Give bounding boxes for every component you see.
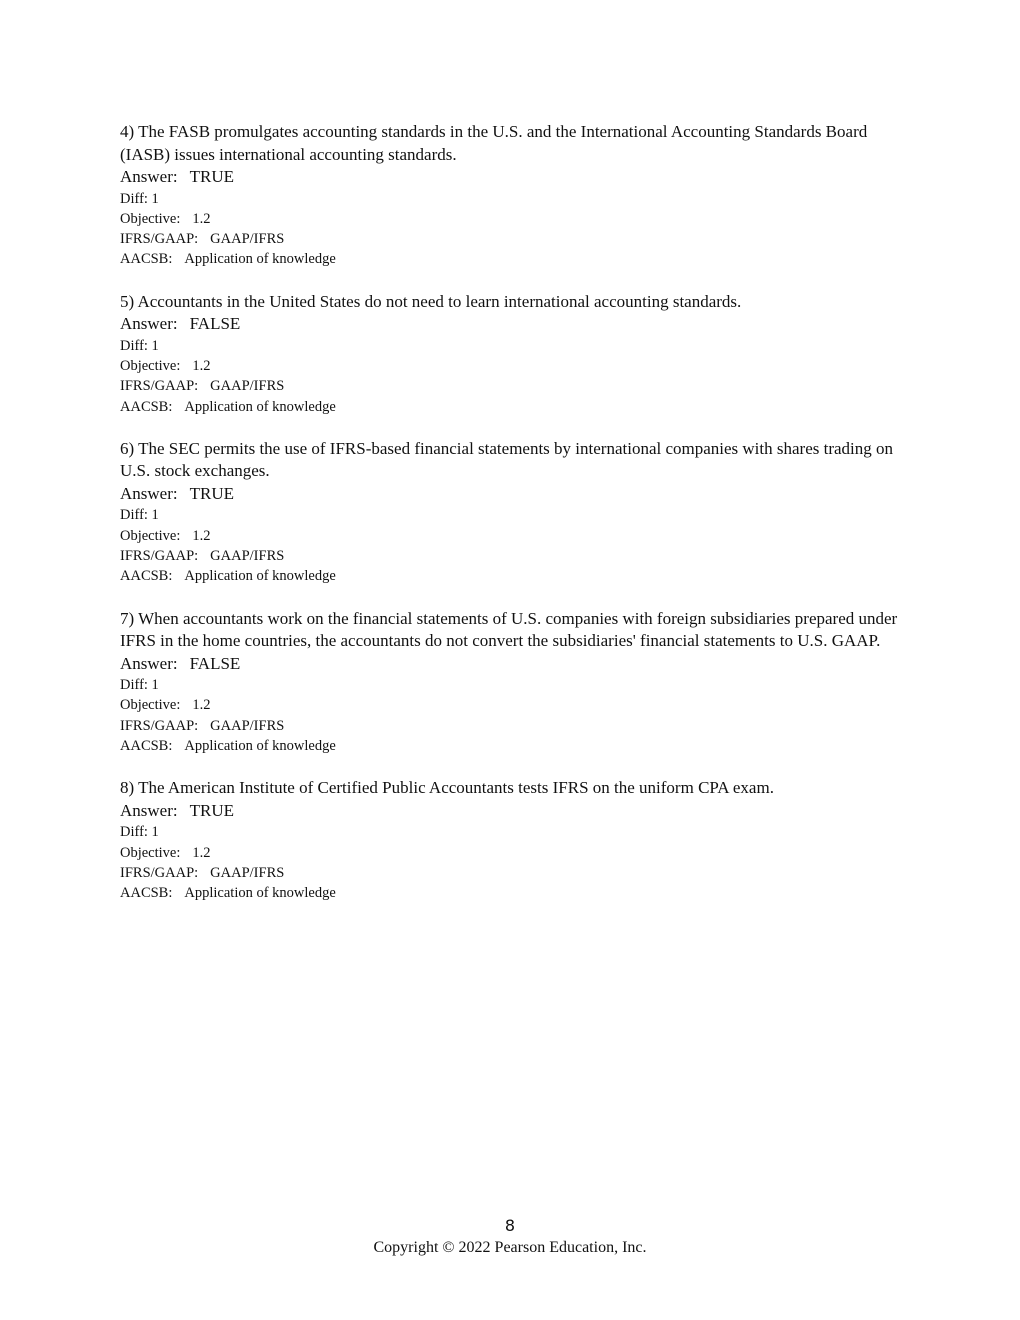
question-text: 5) Accountants in the United States do not need to learn international accounting standards. bbox=[120, 291, 742, 311]
aacsb-value: Application of knowledge bbox=[184, 568, 336, 585]
ifrs-gaap-line bbox=[120, 863, 900, 883]
answer-value: TRUE bbox=[189, 800, 234, 820]
difficulty-line: Diff: 1 bbox=[120, 190, 159, 207]
aacsb-value: Application of knowledge bbox=[184, 885, 336, 902]
answer-line bbox=[120, 166, 900, 189]
objective-label: Objective: bbox=[120, 844, 181, 861]
question-block bbox=[120, 777, 900, 903]
aacsb-value: Application of knowledge bbox=[184, 737, 336, 754]
answer-line bbox=[120, 653, 900, 676]
ifrs-gaap-label: IFRS/GAAP: bbox=[120, 864, 199, 881]
aacsb-value: Application of knowledge bbox=[184, 398, 336, 415]
answer-value: FALSE bbox=[189, 653, 241, 673]
question-block bbox=[120, 438, 900, 587]
difficulty-line: Diff: 1 bbox=[120, 677, 159, 694]
copyright-notice: Copyright © 2022 Pearson Education, Inc. bbox=[373, 1239, 647, 1256]
ifrs-gaap-line bbox=[120, 376, 900, 396]
aacsb-label: AACSB: bbox=[120, 737, 173, 754]
answer-value: TRUE bbox=[189, 167, 234, 186]
aacsb-line bbox=[120, 249, 900, 269]
answer-label: Answer: bbox=[120, 483, 178, 503]
question-block bbox=[120, 121, 900, 270]
answer-label: Answer: bbox=[120, 167, 178, 186]
answer-value: TRUE bbox=[189, 483, 234, 503]
objective-line bbox=[120, 843, 900, 863]
objective-label: Objective: bbox=[120, 357, 181, 374]
ifrs-gaap-line bbox=[120, 716, 900, 736]
objective-value: 1.2 bbox=[192, 210, 211, 227]
answer-label: Answer: bbox=[120, 800, 178, 820]
ifrs-gaap-label: IFRS/GAAP: bbox=[120, 717, 199, 734]
ifrs-gaap-label: IFRS/GAAP: bbox=[120, 378, 199, 395]
objective-value: 1.2 bbox=[192, 697, 211, 714]
objective-label: Objective: bbox=[120, 697, 181, 714]
ifrs-gaap-value: GAAP/IFRS bbox=[210, 547, 285, 564]
objective-value: 1.2 bbox=[192, 357, 211, 374]
answer-label: Answer: bbox=[120, 653, 178, 673]
difficulty-line: Diff: 1 bbox=[120, 824, 159, 841]
objective-line bbox=[120, 695, 900, 715]
answer-line bbox=[120, 483, 900, 506]
ifrs-gaap-line bbox=[120, 229, 900, 249]
answer-value: FALSE bbox=[189, 314, 241, 334]
ifrs-gaap-line bbox=[120, 546, 900, 566]
ifrs-gaap-label: IFRS/GAAP: bbox=[120, 547, 199, 564]
answer-line bbox=[120, 800, 900, 823]
answer-label: Answer: bbox=[120, 314, 178, 334]
question-block bbox=[120, 608, 900, 757]
difficulty-line: Diff: 1 bbox=[120, 337, 159, 354]
ifrs-gaap-label: IFRS/GAAP: bbox=[120, 231, 199, 248]
objective-label: Objective: bbox=[120, 527, 181, 544]
aacsb-value: Application of knowledge bbox=[184, 251, 336, 268]
question-text: 8) The American Institute of Certified Public Accountants tests IFRS on the uniform CPA exam. bbox=[120, 778, 774, 798]
question-block bbox=[120, 291, 900, 417]
aacsb-line bbox=[120, 566, 900, 586]
objective-label: Objective: bbox=[120, 210, 181, 227]
answer-line bbox=[120, 313, 900, 336]
aacsb-label: AACSB: bbox=[120, 398, 173, 415]
question-text: 7) When accountants work on the financial statements of U.S. companies with foreign subsidiaries prepared under IFRS in the home countries, the accountants do not convert the subsidiaries' financial statements to U.S. GAAP. bbox=[120, 608, 898, 651]
page-number: 8 bbox=[504, 1216, 516, 1235]
ifrs-gaap-value: GAAP/IFRS bbox=[210, 864, 285, 881]
objective-line bbox=[120, 209, 900, 229]
ifrs-gaap-value: GAAP/IFRS bbox=[210, 378, 285, 395]
aacsb-label: AACSB: bbox=[120, 251, 173, 268]
aacsb-line bbox=[120, 736, 900, 756]
aacsb-label: AACSB: bbox=[120, 885, 173, 902]
question-text: 6) The SEC permits the use of IFRS-based financial statements by international companies with shares trading on U.S. stock exchanges. bbox=[120, 438, 894, 481]
objective-line bbox=[120, 356, 900, 376]
objective-value: 1.2 bbox=[192, 844, 211, 861]
objective-value: 1.2 bbox=[192, 527, 211, 544]
aacsb-label: AACSB: bbox=[120, 568, 173, 585]
ifrs-gaap-value: GAAP/IFRS bbox=[210, 231, 285, 248]
aacsb-line bbox=[120, 397, 900, 417]
document-body bbox=[120, 121, 900, 924]
difficulty-line: Diff: 1 bbox=[120, 507, 159, 524]
ifrs-gaap-value: GAAP/IFRS bbox=[210, 717, 285, 734]
question-text: 4) The FASB promulgates accounting standards in the U.S. and the International Accounting Standards Board (IASB) issues international accounting standards. bbox=[120, 122, 868, 164]
objective-line bbox=[120, 526, 900, 546]
aacsb-line bbox=[120, 883, 900, 903]
